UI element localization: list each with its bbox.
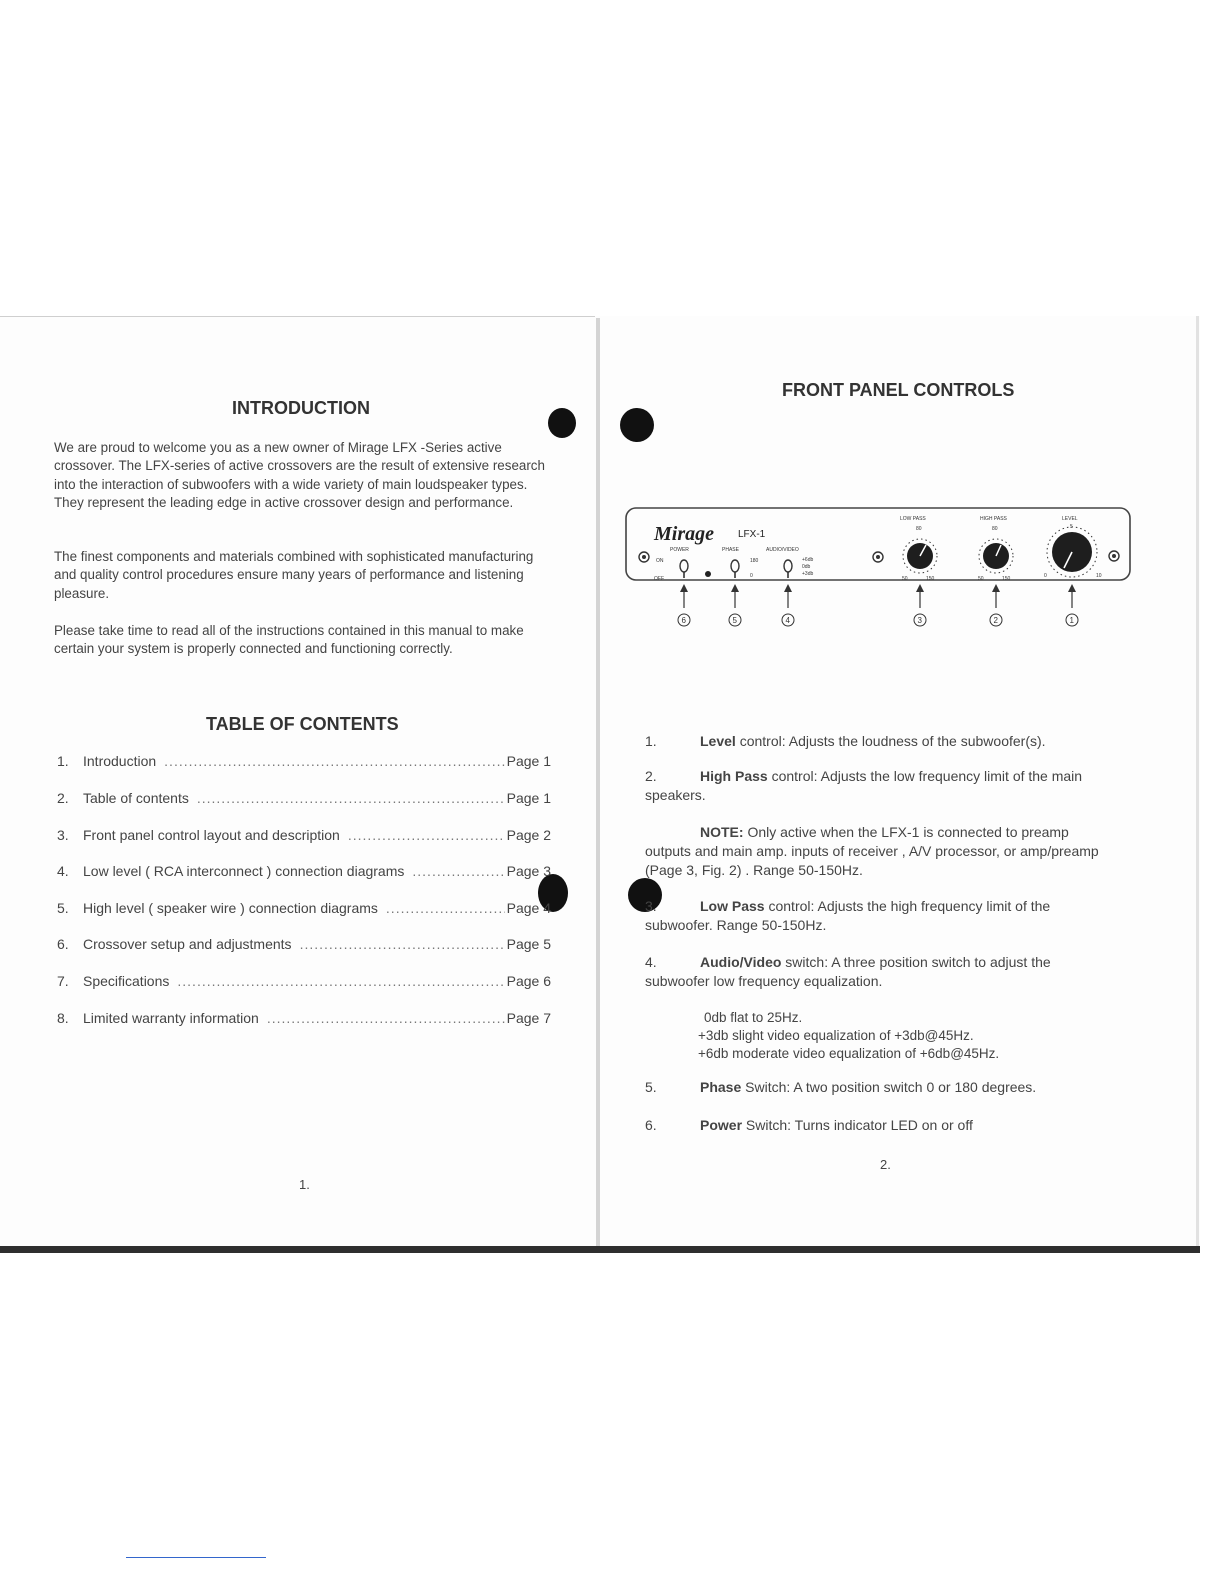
- toc-leader: [300, 936, 505, 952]
- callout-1: [1066, 584, 1078, 626]
- toc-entry-page: Page 1: [506, 753, 551, 769]
- callout-label: 4: [785, 616, 790, 625]
- toc-leader: [164, 753, 504, 769]
- callout-label: 2: [993, 616, 998, 625]
- item-name: Low Pass: [700, 898, 765, 914]
- note-text: Only active when the LFX-1 is connected to preamp outputs and main amp. inputs of receiver , A/V processor, or amp/preamp (Page 3, Fig. 2) . Range 50-150Hz.: [645, 824, 1099, 878]
- toc-entry-number: 3.: [57, 827, 69, 843]
- toc-entry-number: 8.: [57, 1010, 69, 1026]
- phase-0-label: 0: [750, 573, 753, 579]
- page-bottom-edge: [0, 1246, 1200, 1253]
- intro-heading: INTRODUCTION: [232, 398, 370, 418]
- item-description: control: Adjusts the high frequency limit of the subwoofer. Range 50-150Hz.: [645, 898, 1051, 933]
- intro-paragraph-3: Please take time to read all of the instructions contained in this manual to make certain your system is properly connected and functioning correctly.: [54, 623, 524, 657]
- toc-entry-page: Page 6: [506, 973, 551, 989]
- callout-2: [990, 584, 1002, 626]
- intro-paragraph-1: We are proud to welcome you as a new owner of Mirage LFX -Series active crossover. The LFX-series of active crossovers are the result of extensive research into the interaction of subwoofers with a wide variety of main loudspeaker types. They represent the leading edge in active crossover design and performance.: [54, 440, 545, 511]
- toc-leader: [267, 1010, 505, 1026]
- control-item-audio-video: [645, 953, 1115, 991]
- toc-entry: [57, 1010, 551, 1032]
- eq-option: 0db flat to 25Hz.: [704, 1010, 803, 1025]
- callout-label: 6: [681, 616, 686, 625]
- item-description: control: Adjusts the low frequency limit of the main speakers.: [645, 768, 1083, 803]
- lowpass-label: LOW PASS: [900, 516, 926, 522]
- phase-180-label: 180: [750, 558, 759, 564]
- off-label: OFF: [654, 576, 664, 582]
- callout-label: 1: [1069, 616, 1074, 625]
- toc-entry-page: Page 4: [506, 900, 551, 916]
- toc-entry-label: Front panel control layout and description: [83, 827, 340, 843]
- toc-entry-label: Limited warranty information: [83, 1010, 259, 1026]
- model-label: LFX-1: [738, 529, 766, 540]
- toc-entry-number: 7.: [57, 973, 69, 989]
- phase-switch: [731, 560, 739, 578]
- toc-entry: [57, 790, 551, 812]
- item-name: Level: [700, 733, 736, 749]
- item-number: 6.: [645, 1117, 657, 1133]
- toc-entry-page: Page 7: [506, 1010, 551, 1026]
- intro-paragraph-2: The finest components and materials combined with sophisticated manufacturing and quality control procedures ensure many years of performance and listening pleasure.: [54, 549, 534, 601]
- lowpass-max-label: 150: [926, 576, 935, 582]
- highpass-knob: [979, 539, 1013, 573]
- toc-entry-label: Introduction: [83, 753, 157, 769]
- audio-video-switch: [784, 560, 792, 578]
- highpass-min-label: 50: [978, 576, 984, 582]
- eq-option: +3db slight video equalization of +3db@45Hz.: [698, 1028, 974, 1043]
- toc-entry: [57, 900, 551, 922]
- toc-entry: [57, 936, 551, 958]
- level-knob: [1047, 527, 1097, 577]
- toc-entry-page: Page 5: [506, 936, 551, 952]
- item-description: control: Adjusts the loudness of the subwoofer(s).: [735, 733, 1046, 749]
- toc-leader: [386, 900, 505, 916]
- callout-3: [914, 584, 926, 626]
- toc-entry-number: 4.: [57, 863, 69, 879]
- toc-entry: [57, 863, 551, 885]
- level-label: LEVEL: [1062, 516, 1078, 522]
- toc-heading: TABLE OF CONTENTS: [206, 714, 399, 734]
- toc-entry-label: Crossover setup and adjustments: [83, 936, 292, 952]
- screw-center: [876, 555, 880, 559]
- level-tick: 5: [1070, 524, 1073, 530]
- control-item-level: [645, 732, 1115, 751]
- power-led: [705, 571, 711, 577]
- toc-entry-label: Specifications: [83, 973, 170, 989]
- highpass-mid-label: 80: [992, 526, 998, 532]
- item-number: 5.: [645, 1079, 657, 1095]
- on-label: ON: [656, 558, 664, 564]
- av-label: AUDIO/VIDEO: [766, 547, 799, 553]
- toc-entry-page: Page 2: [506, 827, 551, 843]
- control-item-high-pass: [645, 767, 1115, 805]
- brand-logo: Mirage: [654, 523, 714, 545]
- item-name: Audio/Video: [700, 954, 782, 970]
- toc-leader: [197, 790, 505, 806]
- av-plus6-label: +6db: [802, 557, 814, 563]
- callout-4: [782, 584, 794, 626]
- item-description: Switch: Turns indicator LED on or off: [742, 1117, 973, 1133]
- punch-hole-left-top: [548, 408, 576, 438]
- toc-leader: [348, 827, 505, 843]
- left-page-number: 1.: [299, 1177, 310, 1192]
- toc-entry-number: 1.: [57, 753, 69, 769]
- toc-entry: [57, 973, 551, 995]
- toc-entry-page: Page 1: [506, 790, 551, 806]
- lowpass-knob: [903, 539, 937, 573]
- item-number: 2.: [645, 768, 657, 784]
- highpass-max-label: 150: [1002, 576, 1011, 582]
- screw-center: [1112, 554, 1116, 558]
- front-panel-diagram: [624, 504, 1132, 664]
- lowpass-mid-label: 80: [916, 526, 922, 532]
- toc-leader: [177, 973, 504, 989]
- control-item-phase: [645, 1078, 1115, 1097]
- toc-entry-label: Table of contents: [83, 790, 189, 806]
- toc-entry-number: 5.: [57, 900, 69, 916]
- toc-leader: [412, 863, 504, 879]
- av-0db-label: 0db: [802, 564, 811, 570]
- item-name: Phase: [700, 1079, 742, 1095]
- item-description: switch: A three position switch to adjust the subwoofer low frequency equalization.: [645, 954, 1051, 989]
- eq-option: +6db moderate video equalization of +6db@45Hz.: [698, 1046, 1000, 1061]
- av-plus3-label: +3db: [802, 571, 814, 577]
- callout-6: [678, 584, 690, 626]
- phase-label: PHASE: [722, 547, 739, 553]
- item-number: 1.: [645, 733, 657, 749]
- toc-entry-number: 2.: [57, 790, 69, 806]
- toc-entry: [57, 827, 551, 849]
- note-label: NOTE:: [700, 824, 744, 840]
- control-item-power: [645, 1116, 1115, 1135]
- toc-entry-label: High level ( speaker wire ) connection diagrams: [83, 900, 378, 916]
- lowpass-min-label: 50: [902, 576, 908, 582]
- item-name: High Pass: [700, 768, 768, 784]
- toc-entry-label: Low level ( RCA interconnect ) connection diagrams: [83, 863, 405, 879]
- power-label: POWER: [670, 547, 689, 553]
- page-gutter: [596, 318, 600, 1246]
- level-tick: 0: [1044, 573, 1047, 579]
- page-right-edge: [1196, 316, 1199, 1250]
- front-panel-heading: FRONT PANEL CONTROLS: [782, 380, 1015, 400]
- callout-label: 5: [732, 616, 737, 625]
- screw-center: [642, 555, 646, 559]
- item-name: Power: [700, 1117, 743, 1133]
- toc-entry-number: 6.: [57, 936, 69, 952]
- power-switch: [680, 560, 688, 578]
- toc-entry: [57, 753, 551, 775]
- high-pass-note: [645, 823, 1115, 880]
- toc-entry-page: Page 3: [506, 863, 551, 879]
- punch-hole-right-top: [620, 408, 654, 442]
- link-underline: [126, 1557, 266, 1558]
- item-number: 4.: [645, 954, 657, 970]
- page-top-edge: [0, 316, 595, 317]
- right-page-number: 2.: [880, 1157, 891, 1172]
- item-description: Switch: A two position switch 0 or 180 degrees.: [741, 1079, 1037, 1095]
- control-item-low-pass: [645, 897, 1115, 935]
- highpass-label: HIGH PASS: [980, 516, 1007, 522]
- callout-label: 3: [917, 616, 922, 625]
- item-number: 3.: [645, 898, 657, 914]
- callout-5: [729, 584, 741, 626]
- level-tick: 10: [1096, 573, 1102, 579]
